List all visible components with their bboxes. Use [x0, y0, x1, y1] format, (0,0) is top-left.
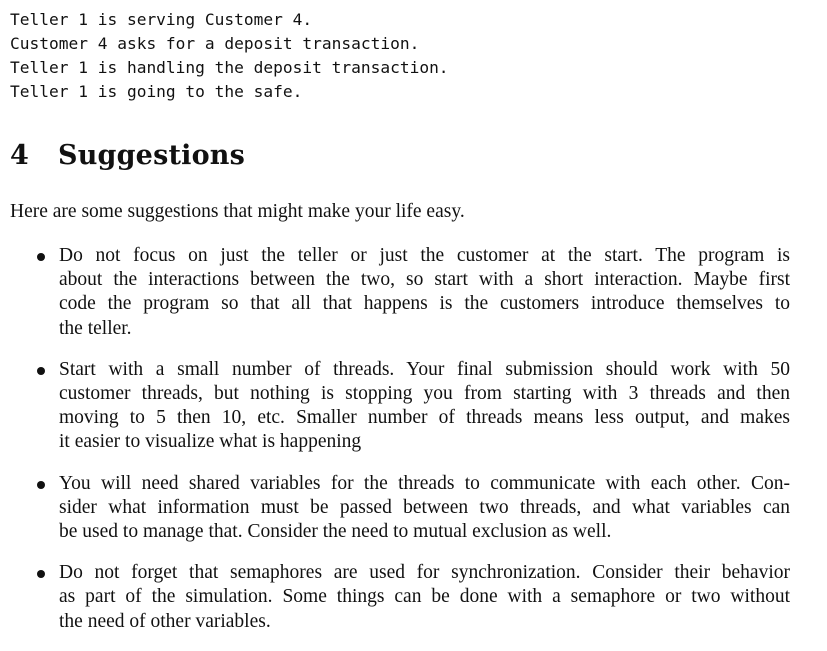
suggestion-line: You will need shared variables for the threads to communicate with each other. Con-	[59, 472, 790, 494]
section-title: Suggestions	[58, 140, 246, 171]
output-line-3: Teller 1 is handling the deposit transaction.	[10, 58, 449, 77]
suggestion-list	[10, 244, 790, 651]
suggestion-line: be used to manage that. Consider the need to mutual exclusion as well.	[59, 521, 612, 543]
bullet-icon	[37, 253, 45, 261]
suggestion-line: sider what information must be passed between two threads, and what variables can	[59, 496, 790, 518]
section-number: 4	[10, 140, 29, 171]
suggestion-line: Start with a small number of threads. Your final submission should work with 50	[59, 358, 790, 380]
suggestion-line: the teller.	[59, 317, 132, 339]
suggestion-line: Do not forget that semaphores are used for synchronization. Consider their behavior	[59, 562, 790, 584]
suggestion-line: it easier to visualize what is happening	[59, 431, 362, 453]
terminal-output-block	[10, 8, 790, 104]
output-line-4: Teller 1 is going to the safe.	[10, 82, 303, 101]
suggestion-line: moving to 5 then 10, etc. Smaller number of threads means less output, and makes	[59, 407, 790, 429]
bullet-icon	[37, 481, 45, 489]
section-heading	[10, 138, 245, 174]
suggestion-item-3	[10, 472, 790, 545]
suggestion-item-2	[10, 358, 790, 455]
document-page	[10, 8, 790, 632]
suggestion-line: the need of other variables.	[59, 610, 271, 632]
suggestion-line: code the program so that all that happens is the customers introduce themselves to	[59, 293, 790, 315]
output-line-1: Teller 1 is serving Customer 4.	[10, 10, 313, 29]
bullet-icon	[37, 570, 45, 578]
bullet-icon	[37, 367, 45, 375]
suggestion-line: Do not focus on just the teller or just the customer at the start. The program is	[59, 245, 790, 266]
suggestion-line: about the interactions between the two, so start with a short interaction. Maybe first	[59, 269, 790, 291]
suggestion-item-4	[10, 561, 790, 634]
output-line-2: Customer 4 asks for a deposit transaction.	[10, 34, 420, 53]
suggestion-line: customer threads, but nothing is stopping you from starting with 3 threads and then	[59, 383, 790, 405]
suggestion-item-1	[10, 244, 790, 341]
suggestion-line: as part of the simulation. Some things can be done with a semaphore or two without	[59, 586, 790, 608]
section-intro: Here are some suggestions that might make your life easy.	[10, 201, 465, 222]
